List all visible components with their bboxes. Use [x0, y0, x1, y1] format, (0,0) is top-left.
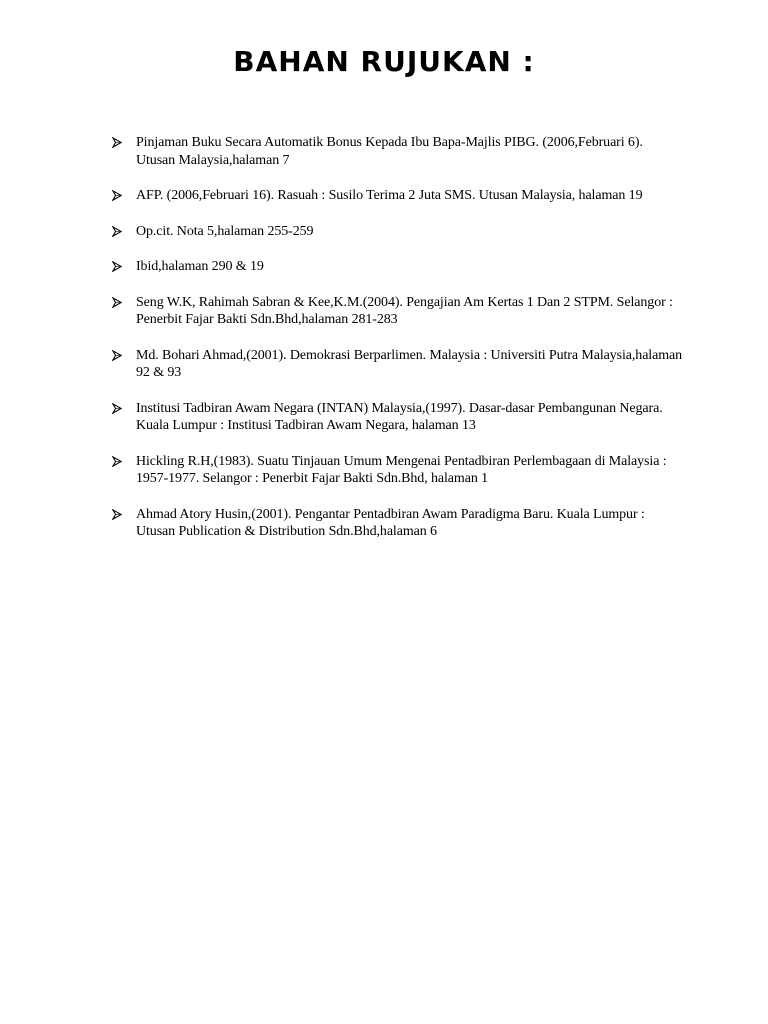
reference-item	[112, 258, 682, 276]
arrowhead-bullet-icon	[112, 456, 122, 467]
arrowhead-bullet-icon	[112, 297, 122, 308]
reference-text: Ahmad Atory Husin,(2001). Pengantar Pentadbiran Awam Paradigma Baru. Kuala Lumpur : Utusan Publication & Distribution Sdn.Bhd,halaman 6	[136, 506, 645, 539]
arrowhead-bullet-icon	[112, 137, 122, 148]
arrowhead-bullet-icon	[112, 226, 122, 237]
reference-item	[112, 506, 682, 541]
reference-text: AFP. (2006,Februari 16). Rasuah : Susilo Terima 2 Juta SMS. Utusan Malaysia, halaman 19	[136, 188, 643, 203]
reference-item	[112, 453, 682, 488]
reference-text: Ibid,halaman 290 & 19	[136, 259, 264, 274]
reference-item	[112, 347, 682, 382]
reference-item	[112, 134, 682, 169]
reference-text: Institusi Tadbiran Awam Negara (INTAN) Malaysia,(1997). Dasar-dasar Pembangunan Negara. Kuala Lumpur : Institusi Tadbiran Awam Negara, halaman 13	[136, 400, 663, 433]
reference-text: Md. Bohari Ahmad,(2001). Demokrasi Berparlimen. Malaysia : Universiti Putra Malaysia,halaman 92 & 93	[136, 347, 683, 380]
reference-item	[112, 400, 682, 435]
arrowhead-bullet-icon	[112, 350, 122, 361]
reference-text: Seng W.K, Rahimah Sabran & Kee,K.M.(2004). Pengajian Am Kertas 1 Dan 2 STPM. Selangor : Penerbit Fajar Bakti Sdn.Bhd,halaman 281-283	[136, 294, 673, 327]
reference-text: Pinjaman Buku Secara Automatik Bonus Kepada Ibu Bapa-Majlis PIBG. (2006,Februari 6). Utusan Malaysia,halaman 7	[136, 135, 643, 168]
arrowhead-bullet-icon	[112, 403, 122, 414]
arrowhead-bullet-icon	[112, 261, 122, 272]
reference-list	[112, 134, 682, 559]
reference-item	[112, 294, 682, 329]
reference-item	[112, 223, 682, 241]
reference-item	[112, 187, 682, 205]
reference-text: Op.cit. Nota 5,halaman 255-259	[136, 223, 314, 239]
page-title: BAHAN RUJUKAN :	[233, 45, 535, 78]
arrowhead-bullet-icon	[112, 190, 122, 201]
reference-text: Hickling R.H,(1983). Suatu Tinjauan Umum Mengenai Pentadbiran Perlembagaan di Malaysia : 1957-1977. Selangor : Penerbit Fajar Bakti Sdn.Bhd, halaman 1	[136, 453, 667, 486]
arrowhead-bullet-icon	[112, 509, 122, 520]
